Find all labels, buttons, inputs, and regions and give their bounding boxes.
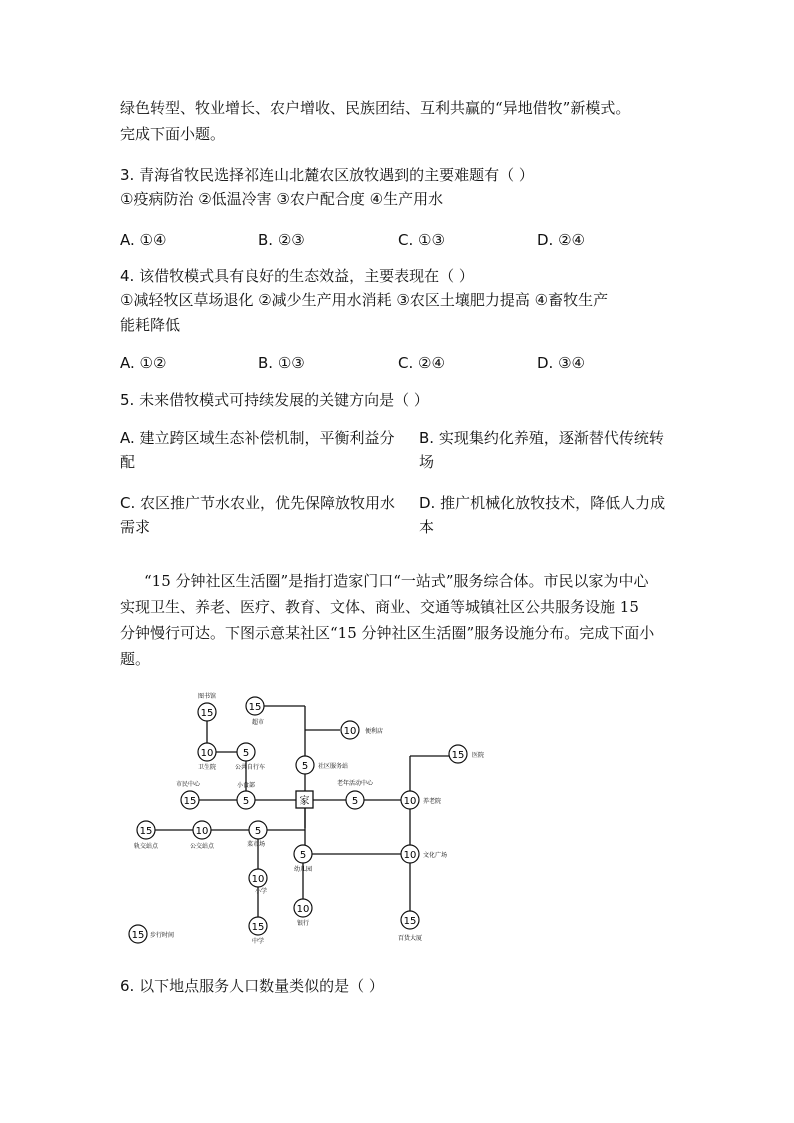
node-canteen [237, 781, 255, 809]
node-label: 小学 [254, 888, 268, 895]
question-5-option-c-line-2: 需求 [120, 518, 151, 536]
node-bank [294, 899, 312, 927]
question-4-stem: 4. 该借牧模式具有良好的生态效益，主要表现在（ ） [120, 267, 474, 285]
question-5-option-c-line-1: C. 农区推广节水农业，优先保障放牧用水 [120, 494, 396, 512]
node-label: 图书馆 [197, 693, 217, 700]
question-5-stem: 5. 未来借牧模式可持续发展的关键方向是（ ） [120, 391, 429, 409]
node-value: 10 [296, 904, 310, 915]
node-value: 10 [251, 874, 265, 885]
passage-2-line-3: 分钟慢行可达。下图示意某社区“15 分钟社区生活圈”服务设施分布。完成下面小 [120, 624, 655, 642]
node-elder-center [337, 779, 374, 809]
node-value: 5 [351, 796, 359, 807]
map-legend [129, 925, 174, 943]
node-label: 小食部 [236, 782, 256, 789]
node-middle-school [249, 917, 267, 945]
node-label: 卫生院 [197, 764, 217, 771]
node-value: 5 [254, 826, 262, 837]
question-4-option-b: B. ①③ [258, 354, 305, 372]
node-culture-square [401, 845, 447, 863]
question-5-option-a-line-2: 配 [120, 453, 136, 471]
node-label: 超市 [251, 719, 265, 726]
question-3-items: ①疫病防治 ②低温冷害 ③农户配合度 ④生产用水 [120, 190, 444, 208]
node-label: 社区服务站 [317, 763, 349, 770]
question-5-option-b-line-2: 场 [419, 453, 435, 471]
community-service-map [128, 688, 500, 950]
question-5-option-d-line-1: D. 推广机械化放牧技术，降低人力成 [419, 494, 666, 512]
question-5-option-a-line-1: A. 建立跨区域生态补偿机制，平衡利益分 [120, 429, 395, 447]
node-label: 市民中心 [175, 781, 201, 788]
node-market [247, 821, 267, 848]
node-label: 养老院 [422, 798, 442, 805]
node-value: 15 [139, 826, 153, 837]
node-value: 10 [403, 796, 417, 807]
home-label: 家 [299, 796, 310, 807]
node-library [198, 692, 216, 721]
node-label: 菜市场 [246, 841, 266, 848]
question-3-option-c: C. ①③ [398, 231, 445, 249]
node-department-store [398, 911, 422, 942]
node-value: 15 [251, 922, 265, 933]
node-value: 5 [299, 850, 307, 861]
node-supermarket [246, 697, 264, 726]
node-label: 文化广场 [422, 852, 448, 859]
node-label: 轨交站点 [133, 843, 159, 850]
node-value: 10 [403, 850, 417, 861]
node-label: 百货大厦 [397, 935, 423, 942]
node-kindergarten [294, 845, 312, 873]
node-value: 15 [403, 916, 417, 927]
question-5-option-b-line-1: B. 实现集约化养殖，逐渐替代传统转 [419, 429, 664, 447]
passage-2-line-1: “15 分钟社区生活圈”是指打造家门口“一站式”服务综合体。市民以家为中心 [144, 572, 649, 590]
question-6-stem: 6. 以下地点服务人口数量类似的是（ ） [120, 977, 384, 995]
node-clinic [198, 743, 216, 771]
node-value: 5 [301, 761, 309, 772]
node-label: 中学 [251, 938, 265, 945]
node-label: 幼儿园 [293, 866, 313, 873]
node-civic-center [176, 780, 201, 809]
question-4-option-a: A. ①② [120, 354, 167, 372]
question-4-items-line-1: ①减轻牧区草场退化 ②减少生产用水消耗 ③农区土壤肥力提高 ④畜牧生产 [120, 291, 609, 309]
legend-value: 15 [131, 930, 145, 941]
intro-line-2: 完成下面小题。 [120, 125, 226, 143]
node-value: 5 [242, 796, 250, 807]
node-label: 老年活动中心 [336, 780, 374, 787]
intro-line-1: 绿色转型、牧业增长、农户增收、民族团结、互利共赢的“异地借牧”新模式。 [120, 99, 631, 117]
question-3-option-b: B. ②③ [258, 231, 305, 249]
node-value: 15 [248, 702, 262, 713]
node-nursing-home [401, 791, 441, 809]
node-value: 10 [343, 726, 357, 737]
question-4-items-line-2: 能耗降低 [120, 316, 181, 334]
question-3-option-a: A. ①④ [120, 231, 167, 249]
question-3-stem: 3. 青海省牧民选择祁连山北麓农区放牧遇到的主要难题有（ ） [120, 166, 534, 184]
node-value: 10 [200, 748, 214, 759]
question-4-option-c: C. ②④ [398, 354, 445, 372]
passage-2-line-4: 题。 [120, 650, 151, 668]
node-value: 15 [183, 796, 197, 807]
node-value: 15 [451, 750, 465, 761]
node-transit-station [134, 821, 159, 850]
question-3-option-d: D. ②④ [537, 231, 585, 249]
node-public-bike [235, 743, 265, 771]
node-convenience-store [341, 721, 383, 739]
node-label: 公共自行车 [234, 764, 266, 771]
question-4-option-d: D. ③④ [537, 354, 585, 372]
node-label: 便利店 [364, 728, 384, 735]
node-value: 5 [242, 748, 250, 759]
node-primary-school [249, 869, 267, 895]
node-label: 银行 [296, 920, 310, 927]
node-hospital [449, 745, 484, 763]
node-community-center [296, 756, 348, 774]
node-label: 公交站点 [189, 843, 215, 850]
map-roads [146, 706, 450, 926]
node-value: 15 [200, 708, 214, 719]
node-bus-station [190, 821, 215, 850]
passage-2-line-2: 实现卫生、养老、医疗、教育、文体、商业、交通等城镇社区公共服务设施 15 [120, 598, 639, 616]
node-value: 10 [195, 826, 209, 837]
legend-label: 步行时间 [149, 932, 175, 939]
node-label: 医院 [471, 752, 485, 759]
question-5-option-d-line-2: 本 [419, 518, 435, 536]
